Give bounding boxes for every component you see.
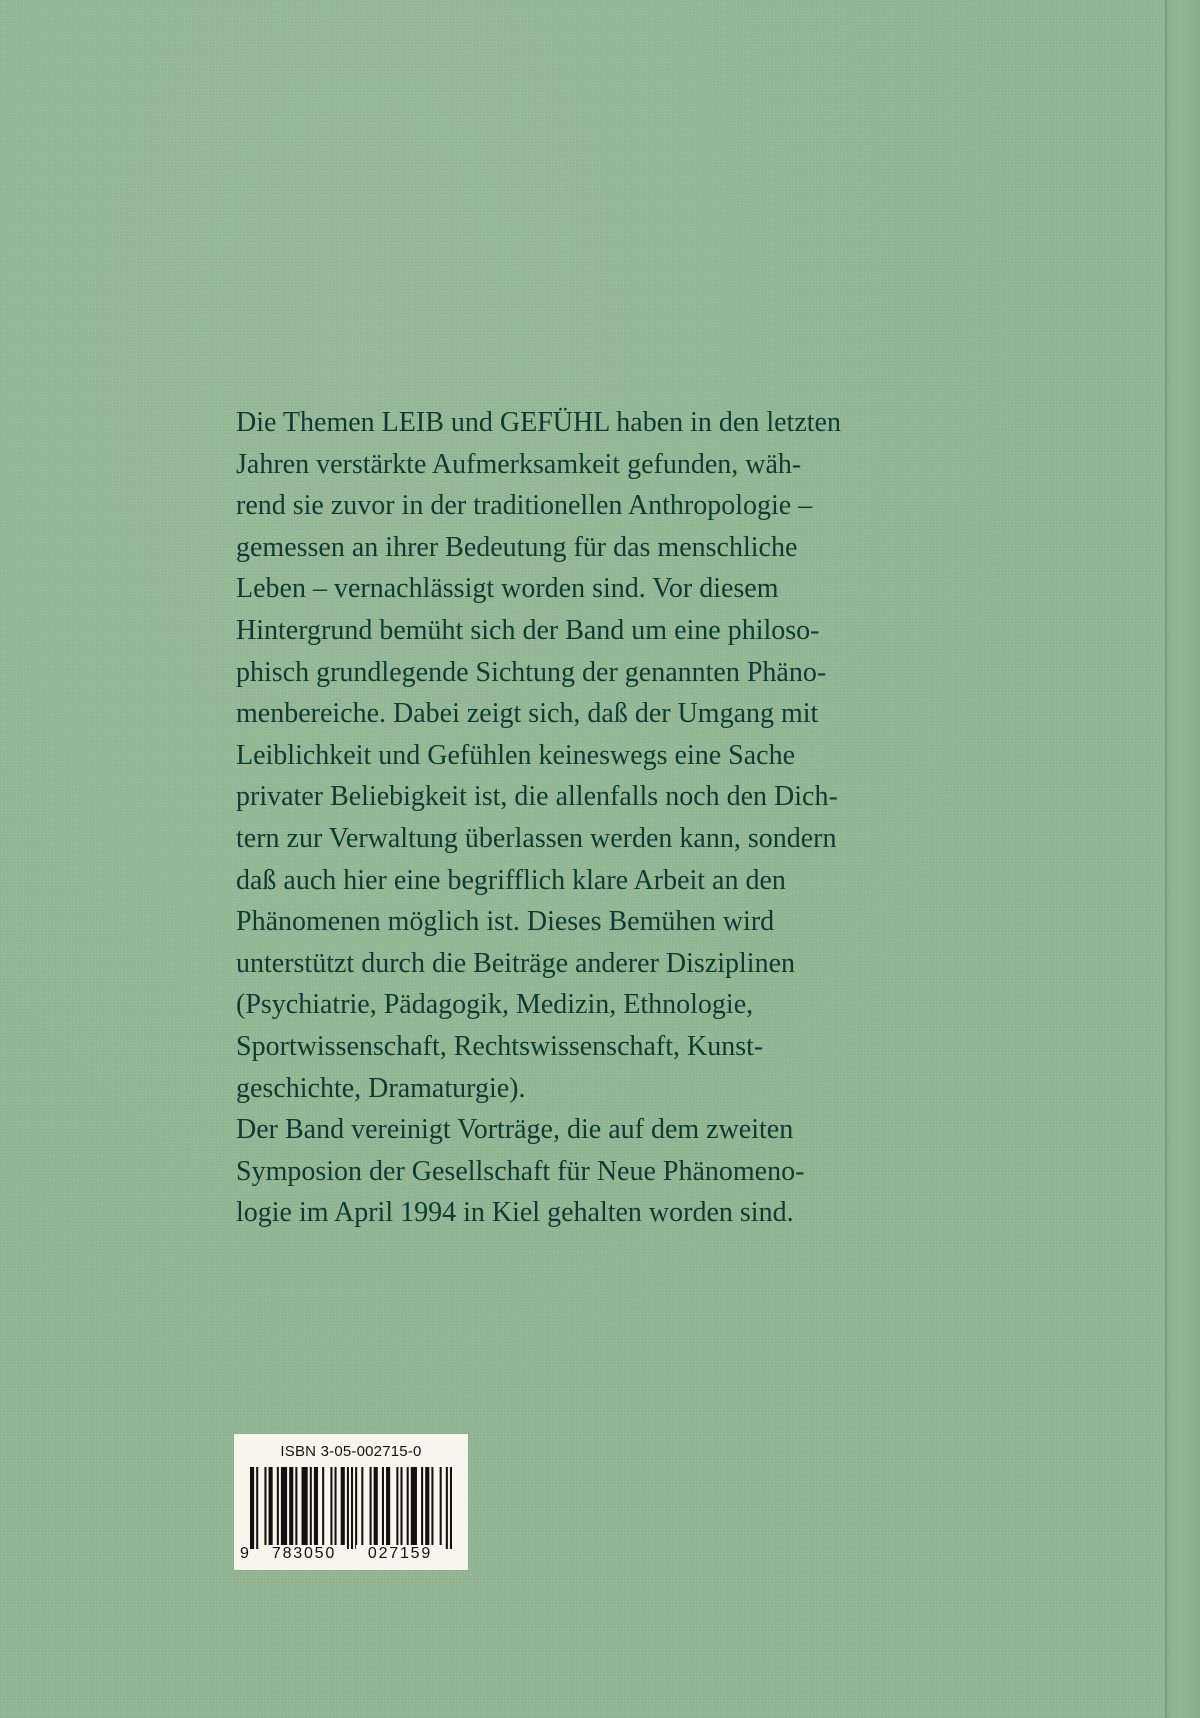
- barcode-bar: [264, 1467, 266, 1549]
- barcode-bar: [361, 1467, 363, 1549]
- cover-spine-edge: [1165, 0, 1200, 1718]
- blurb-line: privater Beliebigkeit ist, die allenfalls noch den Dich-: [236, 781, 838, 813]
- barcode-bar: [310, 1467, 312, 1549]
- blurb-line: Sportwissenschaft, Rechtswissenschaft, Kunst-: [236, 1030, 764, 1062]
- ean-right-group: 027159: [356, 1545, 444, 1563]
- barcode-bar: [370, 1467, 372, 1549]
- blurb-line: unterstützt durch die Beiträge anderer Disziplinen: [236, 947, 796, 979]
- barcode-bars: [250, 1467, 452, 1549]
- blurb-line: Die Themen LEIB und GEFÜHL haben in den letzten: [236, 407, 841, 438]
- barcode-bar: [335, 1467, 337, 1549]
- barcode-bar: [341, 1467, 345, 1549]
- barcode-bar: [351, 1467, 353, 1549]
- isbn-number: ISBN 3-05-002715-0: [280, 1443, 422, 1460]
- barcode-bar: [295, 1467, 297, 1549]
- blurb-line: Leben – vernachlässigt worden sind. Vor diesem: [236, 573, 779, 605]
- blurb-line: Leiblichkeit und Gefühlen keineswegs eine Sache: [236, 739, 796, 771]
- blurb-line: gemessen an ihrer Bedeutung für das menschliche: [236, 531, 798, 563]
- barcode-bar: [440, 1467, 442, 1549]
- barcode-bar: [256, 1467, 258, 1549]
- barcode-bar: [425, 1467, 429, 1549]
- barcode-bar: [314, 1467, 318, 1549]
- barcode-bar: [355, 1467, 357, 1549]
- barcode-bar: [411, 1467, 417, 1549]
- barcode-bar: [382, 1467, 384, 1549]
- ean-left-group: 783050: [261, 1545, 347, 1563]
- blurb-text: [236, 402, 956, 1234]
- barcode-bar: [302, 1467, 308, 1549]
- isbn-barcode-label: [234, 1434, 468, 1570]
- blurb-line: logie im April 1994 in Kiel gehalten worden sind.: [236, 1197, 794, 1229]
- barcode-bar: [400, 1467, 402, 1549]
- barcode-bar: [277, 1467, 279, 1549]
- blurb-line: daß auch hier eine begrifflich klare Arbeit an den: [236, 864, 786, 896]
- blurb-line: menbereiche. Dabei zeigt sich, daß der Umgang mit: [236, 698, 819, 730]
- blurb-line: Jahren verstärkte Aufmerksamkeit gefunden, wäh-: [236, 448, 802, 480]
- barcode-bar: [450, 1467, 452, 1549]
- barcode-bar: [407, 1467, 409, 1549]
- barcode-bar: [421, 1467, 423, 1549]
- blurb-line: rend sie zuvor in der traditionellen Anthropologie –: [236, 490, 813, 522]
- barcode-bar: [347, 1467, 349, 1549]
- barcode-bar: [289, 1467, 293, 1549]
- blurb-line: geschichte, Dramaturgie).: [236, 1072, 526, 1104]
- barcode-bar: [446, 1467, 448, 1549]
- barcode-bar: [396, 1467, 398, 1549]
- barcode-bar: [250, 1467, 254, 1549]
- blurb-line: (Psychiatrie, Pädagogik, Medizin, Ethnologie,: [236, 989, 754, 1021]
- barcode-bar: [269, 1467, 273, 1549]
- barcode-bar: [431, 1467, 433, 1549]
- blurb-line: Hintergrund bemüht sich der Band um eine philoso-: [236, 614, 820, 646]
- barcode-bar: [374, 1467, 378, 1549]
- blurb-line: phisch grundlegende Sichtung der genannten Phäno-: [236, 656, 827, 688]
- blurb-line: Phänomenen möglich ist. Dieses Bemühen wird: [236, 906, 775, 938]
- blurb-line: tern zur Verwaltung überlassen werden kann, sondern: [236, 822, 837, 854]
- blurb-line: Der Band vereinigt Vorträge, die auf dem zweiten: [236, 1114, 794, 1146]
- ean-first-digit: 9: [240, 1545, 249, 1562]
- barcode-bar: [322, 1467, 324, 1549]
- ean-digits: [234, 1545, 468, 1567]
- barcode-bar: [386, 1467, 390, 1549]
- barcode-bar: [281, 1467, 287, 1549]
- blurb-line: Symposion der Gesellschaft für Neue Phänomeno-: [236, 1155, 805, 1187]
- barcode-bar: [330, 1467, 332, 1549]
